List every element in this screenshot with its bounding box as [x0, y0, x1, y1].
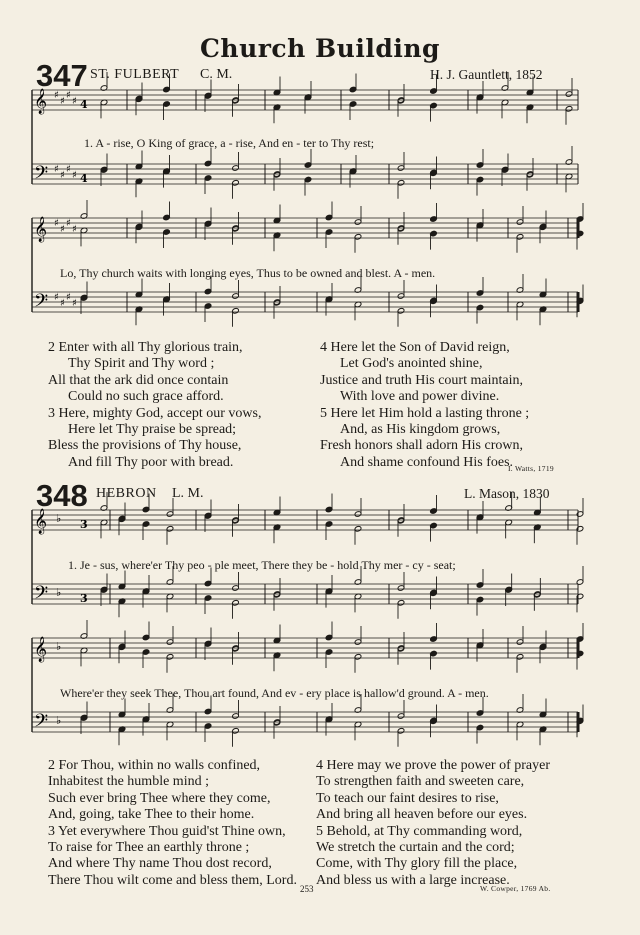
verse-line: Thy Spirit and Thy word ;	[68, 356, 215, 372]
verse-line: Here let Thy praise be spread;	[68, 422, 237, 438]
verse-line: 3 Yet everywhere Thou guid'st Thine own,	[48, 823, 286, 839]
verse-line: To teach our faint desires to rise,	[316, 790, 499, 806]
treble-clef-icon: 𝄞	[34, 509, 48, 534]
bass-clef-icon: 𝄢	[34, 711, 49, 736]
verse-line: And, going, take Thee to their home.	[48, 807, 255, 823]
sharp-icon: ♯	[66, 218, 71, 229]
flat-icon: ♭	[56, 512, 62, 525]
flat-icon: ♭	[56, 586, 62, 599]
verse-line: To strengthen faith and sweeten care,	[316, 774, 525, 790]
verse-line: 4 Here let the Son of David reign,	[320, 340, 510, 355]
sharp-icon: ♯	[72, 298, 77, 309]
verse-line: To raise for Thee an earthly throne ;	[48, 840, 250, 856]
verse-line: Let God's anointed shine,	[340, 356, 483, 372]
flat-icon: ♭	[56, 640, 62, 653]
sharp-icon: ♯	[66, 90, 71, 101]
verse-line: Such ever bring Thee where they come,	[48, 790, 271, 806]
section-title: Church Building	[200, 34, 440, 63]
verse-line: And, as His kingdom grows,	[340, 422, 501, 438]
verse-line: We stretch the curtain and the cord;	[316, 840, 515, 856]
sharp-icon: ♯	[60, 96, 65, 107]
time-signature: 4	[80, 172, 88, 185]
verse-line: Justice and truth His court maintain,	[320, 372, 523, 388]
verse-line: Fresh honors shall adorn His crown,	[320, 438, 523, 454]
verses-right	[320, 340, 529, 471]
verse-line: And fill Thy poor with bread.	[68, 454, 234, 470]
composer: L. Mason, 1830	[464, 486, 550, 501]
verse-line: And where Thy name Thou dost record,	[48, 856, 272, 872]
verse-line: And shame confound His foes.	[340, 454, 514, 470]
tune-name: ST. FULBERT	[90, 67, 180, 82]
time-signature: 4	[80, 98, 88, 111]
bass-clef-icon: 𝄢	[34, 163, 49, 188]
sharp-icon: ♯	[72, 224, 77, 235]
verse-line: Could no such grace afford.	[68, 389, 224, 405]
verse-line: With love and power divine.	[340, 389, 500, 405]
meter: L. M.	[172, 486, 204, 501]
verse-line: 5 Behold, at Thy commanding word,	[316, 823, 523, 839]
treble-clef-icon: 𝄞	[34, 217, 48, 242]
sharp-icon: ♯	[66, 164, 71, 175]
sharp-icon: ♯	[54, 218, 59, 229]
sharp-icon: ♯	[72, 170, 77, 181]
verse-line: There Thou wilt come and bless them, Lord.	[48, 872, 297, 888]
sharp-icon: ♯	[66, 292, 71, 303]
sharp-icon: ♯	[60, 170, 65, 181]
bass-clef-icon: 𝄢	[34, 583, 49, 608]
verse-line: And bring all heaven before our eyes.	[316, 807, 528, 823]
verses-left	[48, 758, 297, 889]
time-signature: 3	[80, 592, 88, 605]
verse-line: 2 For Thou, within no walls confined,	[48, 758, 261, 773]
verse-line: All that the ark did once contain	[48, 372, 229, 388]
text-credit: I. Watts, 1719	[508, 464, 554, 473]
bass-clef-icon: 𝄢	[34, 291, 49, 316]
text-credit: W. Cowper, 1769 Ab.	[480, 884, 551, 893]
hymn-number: 347	[36, 58, 88, 93]
sharp-icon: ♯	[72, 96, 77, 107]
verse-line: 3 Here, mighty God, accept our vows,	[48, 405, 262, 421]
sharp-icon: ♯	[60, 224, 65, 235]
meter: C. M.	[200, 67, 233, 82]
verse-line: 2 Enter with all Thy glorious train,	[48, 340, 243, 355]
verse-line: 5 Here let Him hold a lasting throne ;	[320, 405, 530, 421]
sharp-icon: ♯	[54, 90, 59, 101]
verse-line: Bless the provisions of Thy house,	[48, 438, 242, 454]
lyric-line: 1. Je - sus, where'er Thy peo - ple meet, There they be - hold Thy mer - cy - seat;	[68, 558, 456, 572]
flat-icon: ♭	[56, 714, 62, 727]
hymn-number: 348	[36, 478, 88, 513]
verse-line: Come, with Thy glory fill the place,	[316, 856, 518, 872]
lyric-line: Where'er they seek Thee, Thou art found, And ev - ery place is hallow'd ground. A - men.	[60, 686, 489, 700]
verse-line: 4 Here may we prove the power of prayer	[316, 758, 551, 773]
page-number: 253	[300, 884, 314, 894]
verses-left	[48, 340, 261, 471]
sharp-icon: ♯	[54, 164, 59, 175]
time-signature: 3	[80, 518, 88, 531]
sharp-icon: ♯	[54, 292, 59, 303]
sharp-icon: ♯	[60, 298, 65, 309]
lyric-line: 1. A - rise, O King of grace, a - rise, And en - ter to Thy rest;	[84, 136, 375, 150]
tune-name: HEBRON	[96, 486, 157, 501]
composer: H. J. Gauntlett, 1852	[430, 67, 543, 82]
verse-line: And bless us with a large increase.	[316, 872, 510, 888]
lyric-line: Lo, Thy church waits with longing eyes, Thus to be owned and blest. A - men.	[60, 266, 436, 280]
verse-line: Inhabitest the humble mind ;	[48, 774, 209, 790]
treble-clef-icon: 𝄞	[34, 637, 48, 662]
verses-right	[316, 758, 550, 889]
treble-clef-icon: 𝄞	[34, 89, 48, 114]
